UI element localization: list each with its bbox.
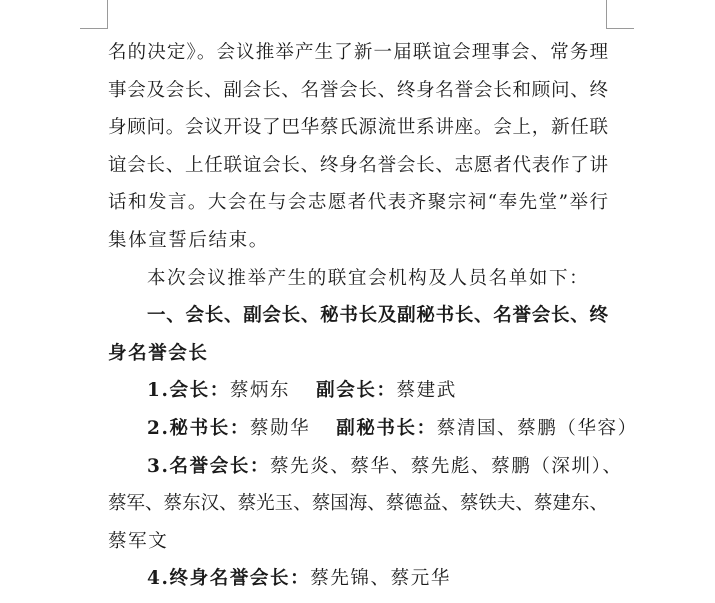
list-item [108,410,638,448]
item-value: 蔡清国、蔡鹏（华容） [436,417,638,439]
margin-mark-top-left [80,28,108,29]
list-item [108,448,623,486]
item-label: 4.终身名誉会长： [147,568,311,590]
item-label: 副秘书长： [336,417,437,439]
margin-mark-top-right [606,28,634,29]
paragraph-line: 话和发言。大会在与会志愿者代表齐聚宗祠“奉先堂”举行 [108,192,608,214]
section-heading: 身名誉会长 [108,342,209,364]
margin-mark-top-right [606,0,607,28]
list-item [108,372,608,410]
margin-mark-top-left [107,0,108,28]
list-item-continuation: 蔡军文 [108,530,169,552]
list-item-continuation: 蔡军、蔡东汉、蔡光玉、蔡国海、蔡德益、蔡铁夫、蔡建东、 [108,493,608,515]
item-value: 蔡勋华 [249,417,311,439]
item-label: 2.秘书长： [147,417,250,439]
document-body[interactable] [108,34,638,598]
paragraph-line: 事会及会长、副会长、名誉会长、终身名誉会长和顾问、终 [108,79,608,101]
item-value: 蔡炳东 [229,380,291,402]
paragraph-line: 集体宣誓后结束。 [108,229,269,251]
paragraph-line: 身顾问。会议开设了巴华蔡氏源流世系讲座。会上，新任联 [108,117,608,139]
item-value: 蔡先锦、蔡元华 [310,568,451,590]
item-value: 蔡先炎、蔡华、蔡先彪、蔡鹏（深圳）、 [270,455,623,477]
paragraph-intro: 本次会议推举产生的联宜会机构及人员名单如下： [147,267,590,289]
item-value: 蔡建武 [396,380,457,402]
list-item [108,560,608,598]
section-heading: 一、会长、副会长、秘书长及副秘书长、名誉会长、终 [147,305,608,327]
paragraph-line: 谊会长、上任联谊会长、终身名誉会长、志愿者代表作了讲 [108,154,608,176]
item-label: 3.名誉会长： [147,455,271,477]
paragraph-line: 名的决定》。会议推举产生了新一届联谊会理事会、常务理 [108,42,608,63]
item-label: 副会长： [316,380,397,402]
item-label: 1.会长： [147,380,230,402]
